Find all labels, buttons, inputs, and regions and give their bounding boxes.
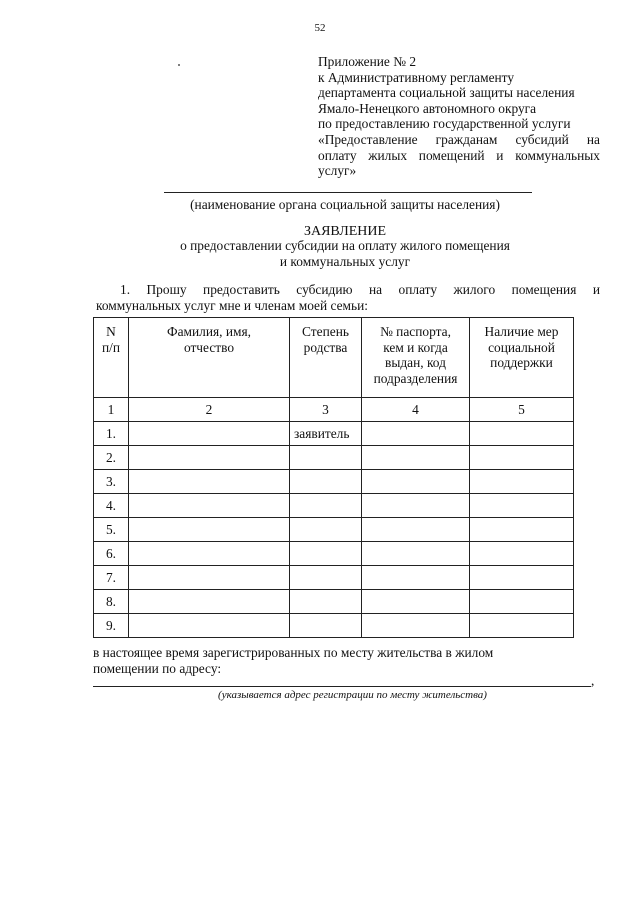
header-line: социальной [488, 339, 555, 355]
document-title: ЗАЯВЛЕНИЕ [303, 224, 387, 239]
table-row [94, 542, 574, 566]
column-number: 4 [362, 398, 470, 422]
header-line: Фамилия, имя, [166, 324, 251, 339]
header-line: отчество [183, 339, 235, 355]
full-name-cell[interactable] [129, 422, 290, 446]
table-row [94, 614, 574, 638]
registration-text [93, 645, 613, 677]
relation-cell[interactable] [290, 494, 362, 518]
row-number: 7. [94, 566, 129, 590]
header-line: выдан, код [385, 355, 446, 370]
row-number: 2. [94, 446, 129, 470]
appendix-line: департамента социальной защиты населения [318, 85, 575, 101]
table-row [94, 566, 574, 590]
full-name-cell[interactable] [129, 566, 290, 590]
full-name-cell[interactable] [129, 542, 290, 566]
org-name-field[interactable] [164, 192, 532, 193]
registration-line: в настоящее время зарегистрированных по месту жительства в жилом [93, 645, 494, 660]
paragraph-line: 1. Прошу предоставить субсидию на оплату жилого помещения и [120, 282, 600, 297]
appendix-line: «Предоставление гражданам субсидий на [318, 131, 600, 147]
appendix-line: к Административному регламенту [318, 69, 515, 85]
passport-cell[interactable] [362, 446, 470, 470]
table-row [94, 518, 574, 542]
passport-cell[interactable] [362, 422, 470, 446]
social-support-cell[interactable] [470, 542, 574, 566]
table-row [94, 422, 574, 446]
header-line: подразделения [373, 370, 458, 386]
full-name-cell[interactable] [129, 446, 290, 470]
page-number: 52 [314, 22, 326, 34]
passport-cell[interactable] [362, 542, 470, 566]
social-support-cell[interactable] [470, 590, 574, 614]
family-members-table [93, 317, 574, 638]
org-name-caption: (наименование органа социальной защиты населения) [190, 197, 500, 212]
social-support-cell[interactable] [470, 470, 574, 494]
passport-cell[interactable] [362, 590, 470, 614]
full-name-cell[interactable] [129, 470, 290, 494]
appendix-line: услуг» [318, 163, 357, 179]
relation-cell[interactable] [290, 614, 362, 638]
table-row [94, 590, 574, 614]
row-number: 3. [94, 470, 129, 494]
appendix-line: оплату жилых помещений и коммунальных [318, 147, 600, 163]
appendix-header [318, 54, 600, 179]
address-field[interactable] [93, 686, 591, 687]
social-support-cell[interactable] [470, 422, 574, 446]
paragraph-line: коммунальных услуг мне и членам моей семьи: [96, 298, 369, 313]
social-support-cell[interactable] [470, 518, 574, 542]
social-support-cell[interactable] [470, 566, 574, 590]
subtitle-line: и коммунальных услуг [279, 253, 411, 269]
table-row [94, 494, 574, 518]
header-passport [362, 318, 470, 398]
table-row [94, 470, 574, 494]
column-number: 5 [470, 398, 574, 422]
row-number: 9. [94, 614, 129, 638]
header-line: поддержки [490, 355, 553, 370]
full-name-cell[interactable] [129, 518, 290, 542]
passport-cell[interactable] [362, 494, 470, 518]
full-name-cell[interactable] [129, 590, 290, 614]
social-support-cell[interactable] [470, 446, 574, 470]
header-full-name [129, 318, 290, 398]
appendix-line: по предоставлению государственной услуги [318, 116, 571, 132]
subtitle-line: о предоставлении субсидии на оплату жилого помещения [180, 238, 510, 253]
header-line: п/п [101, 339, 121, 355]
registration-line: помещении по адресу: [93, 661, 222, 676]
table-header-row [94, 318, 574, 398]
passport-cell[interactable] [362, 566, 470, 590]
document-subtitle [0, 238, 640, 269]
address-caption: (указывается адрес регистрации по месту жительства) [218, 689, 487, 701]
social-support-cell[interactable] [470, 614, 574, 638]
header-line: № паспорта, [380, 324, 451, 339]
full-name-cell[interactable] [129, 494, 290, 518]
relation-cell[interactable] [290, 518, 362, 542]
passport-cell[interactable] [362, 518, 470, 542]
relation-cell[interactable] [290, 446, 362, 470]
row-number: 4. [94, 494, 129, 518]
appendix-line: Приложение № 2 [318, 54, 417, 69]
header-line: Степень [302, 324, 349, 339]
passport-cell[interactable] [362, 614, 470, 638]
row-number: 6. [94, 542, 129, 566]
header-social-support [470, 318, 574, 398]
full-name-cell[interactable] [129, 614, 290, 638]
column-number-row [94, 398, 574, 422]
relation-cell[interactable] [290, 590, 362, 614]
address-comma: , [591, 673, 595, 688]
header-line: родства [303, 339, 348, 355]
header-relation [290, 318, 362, 398]
relation-cell[interactable] [290, 542, 362, 566]
header-line: N [106, 324, 116, 339]
social-support-cell[interactable] [470, 494, 574, 518]
row-number: 1. [94, 422, 129, 446]
relation-cell[interactable] [290, 566, 362, 590]
row-number: 8. [94, 590, 129, 614]
header-line: кем и когда [383, 339, 448, 355]
appendix-line: Ямало-Ненецкого автономного округа [318, 100, 537, 116]
column-number: 2 [129, 398, 290, 422]
stray-mark [178, 64, 180, 66]
relation-cell[interactable]: заявитель [290, 422, 362, 446]
column-number: 1 [94, 398, 129, 422]
header-number [94, 318, 129, 398]
column-number: 3 [290, 398, 362, 422]
passport-cell[interactable] [362, 470, 470, 494]
request-paragraph [96, 282, 600, 314]
header-line: Наличие мер [484, 324, 559, 339]
table-row [94, 446, 574, 470]
row-number: 5. [94, 518, 129, 542]
relation-cell[interactable] [290, 470, 362, 494]
